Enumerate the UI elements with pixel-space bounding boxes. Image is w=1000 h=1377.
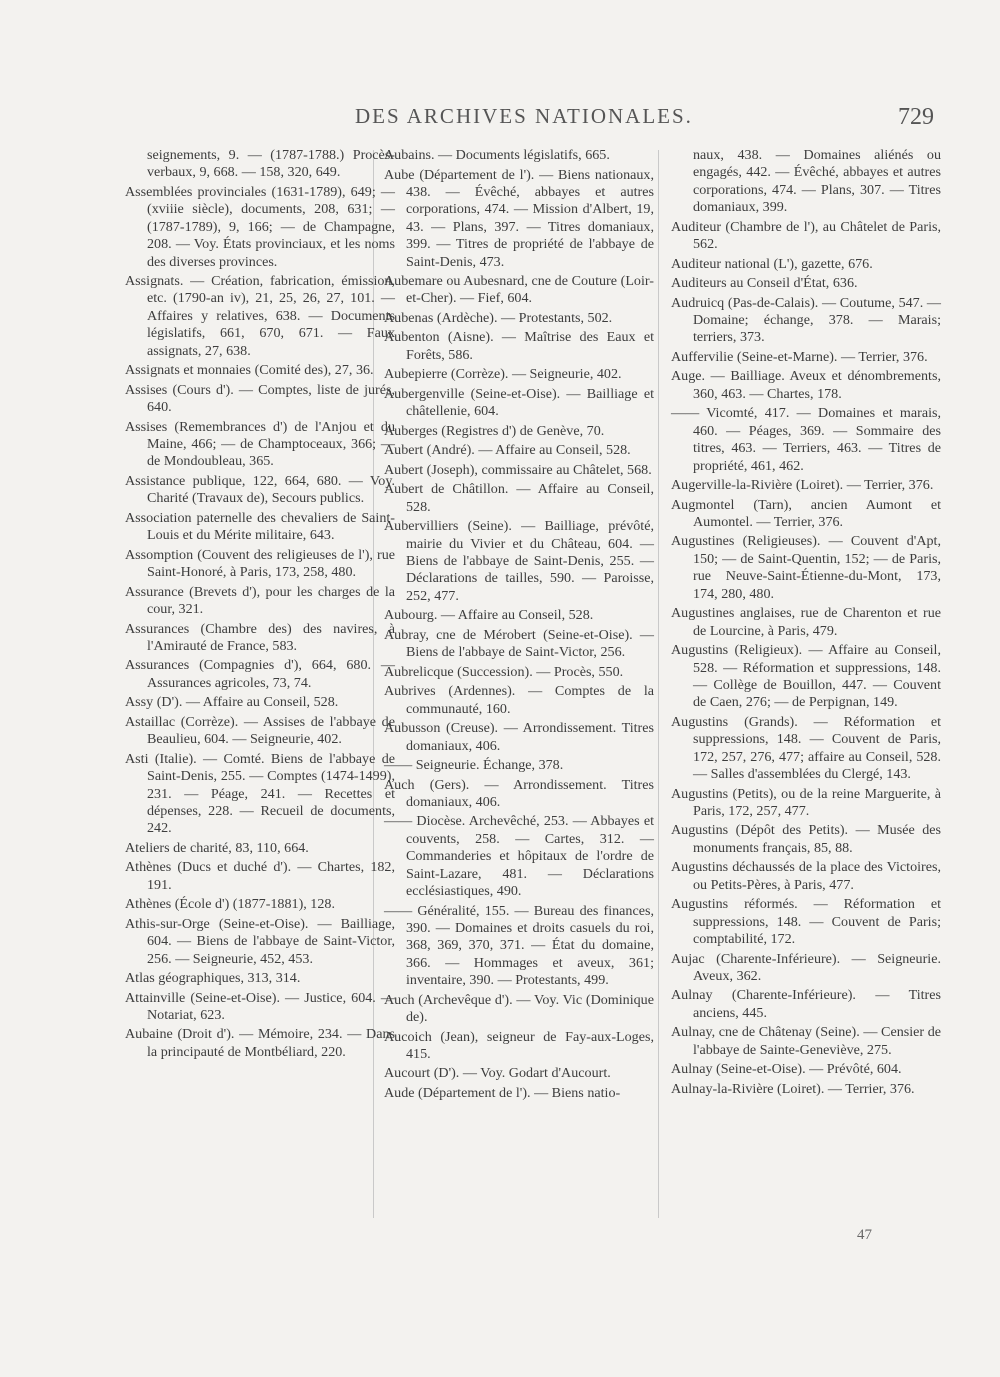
signature-mark: 47 [857, 1227, 872, 1243]
index-entry: Augmontel (Tarn), ancien Aumont et Aumontel. — Terrier, 376. [671, 496, 941, 530]
index-column-2 [384, 147, 654, 1104]
index-entry: Astaillac (Corrèze). — Assises de l'abbaye de Beaulieu, 604. — Seigneurie, 402. [125, 713, 395, 748]
index-entry: Attainville (Seine-et-Oise). — Justice, 604. — Notariat, 623. [125, 989, 395, 1023]
index-entry: Aubervilliers (Seine). — Bailliage, prévôté, mairie du Vivier et du Château, 604. — Biens de l'abbaye de Saint-Denis, 255. — Déclarations de tailles, 590. — Paroisse, 252, 477. [384, 518, 654, 604]
index-entry: Athènes (École d') (1877-1881), 128. [125, 896, 335, 913]
index-entry: —— Généralité, 155. — Bureau des finances, 390. — Domaines et droits casuels du roi, 368, 369, 370, 371. — État du domaine, 366. — Hommages et aveux, 361; inventaire, 390. — Protestants, 499. [384, 902, 654, 989]
index-entry: Ateliers de charité, 83, 110, 664. [125, 839, 309, 856]
index-entry: Assy (D'). — Affaire au Conseil, 528. [125, 694, 339, 711]
index-entry: Aubusson (Creuse). — Arrondissement. Titres domaniaux, 406. [384, 720, 654, 754]
index-entry: Augustins réformés. — Réformation et suppressions, 148. — Couvent de Paris; comptabilité, 172. [671, 896, 941, 948]
page-number: 729 [898, 104, 934, 130]
index-entry: —— Diocèse. Archevêché, 253. — Abbayes et couvents, 258. — Cartes, 312. — Commanderies et hôpitaux de l'ordre de Saint-Lazare, 481. — Déclarations ecclésiastiques, 490. [384, 813, 654, 900]
index-entry: Augustins déchaussés de la place des Victoires, ou Petits-Pères, à Paris, 477. [671, 859, 941, 893]
index-entry: Asti (Italie). — Comté. Biens de l'abbaye de Saint-Denis, 255. — Comptes (1474-1499), 231. — Péage, 241. — Recettes et dépenses, 228. — Recueil de documents, 242. [125, 750, 395, 837]
index-entry: Atlas géographiques, 313, 314. [125, 970, 301, 987]
index-entry: seignements, 9. — (1787-1788.) Procès-verbaux, 9, 668. — 158, 320, 649. [147, 147, 395, 181]
index-entry: Assistance publique, 122, 664, 680. — Voy. Charité (Travaux de), Secours publics. [125, 472, 395, 507]
index-column-1 [125, 147, 395, 1063]
index-entry: Aude (Département de l'). — Biens natio- [384, 1084, 621, 1101]
index-entry: Augustins (Religieux). — Affaire au Conseil, 528. — Réformation et suppressions, 148. — Collège de Bouillon, 447. — Couvent de Caen, 276; — de Perpignan, 149. [671, 642, 941, 711]
index-entry: Auffervilie (Seine-et-Marne). — Terrier, 376. [671, 348, 928, 365]
index-entry: Auditeurs au Conseil d'État, 636. [671, 275, 858, 292]
index-entry: Assurance (Brevets d'), pour les charges de la cour, 321. [125, 583, 395, 617]
index-entry: Auge. — Bailliage. Aveux et dénombrements, 360, 463. — Chartes, 178. [671, 368, 941, 402]
index-entry: Augustins (Grands). — Réformation et suppressions, 148. — Couvent de Paris, 172, 257, 276, 477; affaire au Conseil, 528. — Salles d'assemblées du Clergé, 143. [671, 713, 941, 783]
index-entry: Assurances (Chambre des) des navires, à l'Amirauté de France, 583. [125, 620, 395, 654]
index-entry: Aulnay (Seine-et-Oise). — Prévôté, 604. [671, 1061, 902, 1078]
index-entry: Auditeur national (L'), gazette, 676. [671, 255, 873, 272]
index-entry: Aubains. — Documents législatifs, 665. [384, 147, 610, 163]
index-entry: —— Vicomté, 417. — Domaines et marais, 460. — Péages, 369. — Sommaire des titres, 463. — Terriers, 463. — Titres de propriété, 461, 462. [671, 405, 941, 474]
index-entry: Aubourg. — Affaire au Conseil, 528. [384, 607, 594, 624]
index-entry: Assises (Cours d'). — Comptes, liste de jurés, 640. [125, 381, 395, 416]
index-entry: Assomption (Couvent des religieuses de l'), rue Saint-Honoré, à Paris, 173, 258, 480. [125, 546, 395, 581]
index-entry: Aubert de Châtillon. — Affaire au Conseil, 528. [384, 481, 654, 515]
index-entry: Assemblées provinciales (1631-1789), 649; — (xviiie siècle), documents, 208, 631; — (1787-1789), 9, 166; — de Champagne, 208. — Voy. États provinciaux, et les noms des diverses provinces. [125, 183, 395, 270]
index-entry: Aucourt (D'). — Voy. Godart d'Aucourt. [384, 1065, 611, 1082]
index-entry: Audruicq (Pas-de-Calais). — Coutume, 547. — Domaine; échange, 378. — Marais; terriers, 373. [671, 294, 941, 346]
index-entry: Assises (Remembrances d') de l'Anjou et du Maine, 466; — de Champtoceaux, 366; — de Mondoubleau, 365. [125, 418, 395, 470]
index-entry: Association paternelle des chevaliers de Saint-Louis et du Mérite militaire, 643. [125, 509, 395, 544]
index-entry: Aulnay (Charente-Inférieure). — Titres anciens, 445. [671, 987, 941, 1021]
index-entry: Aulnay, cne de Châtenay (Seine). — Censier de l'abbaye de Sainte-Geneviève, 275. [671, 1024, 941, 1058]
index-entry: Aubert (André). — Affaire au Conseil, 528. [384, 442, 631, 459]
index-entry: Augustines (Religieuses). — Couvent d'Apt, 150; — de Saint-Quentin, 152; — de Paris, rue Neuve-Saint-Étienne-du-Mont, 173, 174, 280, 480. [671, 533, 941, 602]
index-entry: Augerville-la-Rivière (Loiret). — Terrier, 376. [671, 477, 934, 494]
index-entry: Aucoich (Jean), seigneur de Fay-aux-Loges, 415. [384, 1028, 654, 1062]
index-entry: Auch (Gers). — Arrondissement. Titres domaniaux, 406. [384, 776, 654, 810]
index-entry: Auditeur (Chambre de l'), au Châtelet de Paris, 562. [671, 218, 941, 253]
index-entry: Augustins (Petits), ou de la reine Marguerite, à Paris, 172, 257, 477. [671, 785, 941, 819]
index-entry: Aulnay-la-Rivière (Loiret). — Terrier, 376. [671, 1080, 915, 1097]
index-entry: Aubemare ou Aubesnard, cne de Couture (Loir-et-Cher). — Fief, 604. [384, 273, 654, 307]
index-entry: Augustines anglaises, rue de Charenton et rue de Lourcine, à Paris, 479. [671, 605, 941, 639]
index-entry: Augustins (Dépôt des Petits). — Musée des monuments français, 85, 88. [671, 822, 941, 856]
index-entry: Auberges (Registres d') de Genève, 70. [384, 422, 605, 439]
running-head: DES ARCHIVES NATIONALES. [355, 104, 693, 128]
index-entry: Aubaine (Droit d'). — Mémoire, 234. — Dans la principauté de Montbéliard, 220. [125, 1026, 395, 1060]
index-entry: Aubrives (Ardennes). — Comptes de la communauté, 160. [384, 683, 654, 717]
index-entry: Aubepierre (Corrèze). — Seigneurie, 402. [384, 366, 622, 383]
index-entry: Assurances (Compagnies d'), 664, 680. — Assurances agricoles, 73, 74. [125, 657, 395, 691]
index-entry: Athènes (Ducs et duché d'). — Chartes, 182, 191. [125, 859, 395, 893]
index-entry: Aube (Département de l'). — Biens nationaux, 438. — Évêché, abbayes et autres corporations, 474. — Mission d'Albert, 19, 43. — Plans, 397. — Titres domaniaux, 399. — Titres de propriété de l'abbaye de Saint-Denis, 473. [384, 166, 654, 270]
index-entry: Athis-sur-Orge (Seine-et-Oise). — Bailliage, 604. — Biens de l'abbaye de Saint-Victor, 256. — Seigneurie, 452, 453. [125, 915, 395, 967]
index-entry: Aubenas (Ardèche). — Protestants, 502. [384, 309, 613, 326]
index-entry: naux, 438. — Domaines aliénés ou engagés, 442. — Évêché, abbayes et autres corporations, 474. — Plans, 307. — Titres domaniaux, 399. [693, 147, 941, 216]
index-entry: Aubrelicque (Succession). — Procès, 550. [384, 663, 624, 680]
index-entry: Aubray, cne de Mérobert (Seine-et-Oise). — Biens de l'abbaye de Saint-Victor, 256. [384, 626, 654, 661]
index-entry: Assignats et monnaies (Comité des), 27, 36. [125, 362, 374, 379]
index-entry: Aujac (Charente-Inférieure). — Seigneurie. Aveux, 362. [671, 950, 941, 984]
index-entry: Aubergenville (Seine-et-Oise). — Bailliage et châtellenie, 604. [384, 385, 654, 420]
column-rule-right [658, 150, 659, 1218]
index-entry: —— Seigneurie. Échange, 378. [384, 757, 564, 773]
index-entry: Aubert (Joseph), commissaire au Châtelet, 568. [384, 461, 652, 478]
index-entry: Auch (Archevêque d'). — Voy. Vic (Dominique de). [384, 991, 654, 1026]
index-entry: Aubenton (Aisne). — Maîtrise des Eaux et Forêts, 586. [384, 329, 654, 363]
index-column-3 [671, 147, 941, 1100]
index-entry: Assignats. — Création, fabrication, émission, etc. (1790-an iv), 21, 25, 26, 27, 101. — Affaires y relatives, 638. — Documents législatifs, 661, 670, 671. — Faux assignats, 27, 638. [125, 273, 395, 359]
